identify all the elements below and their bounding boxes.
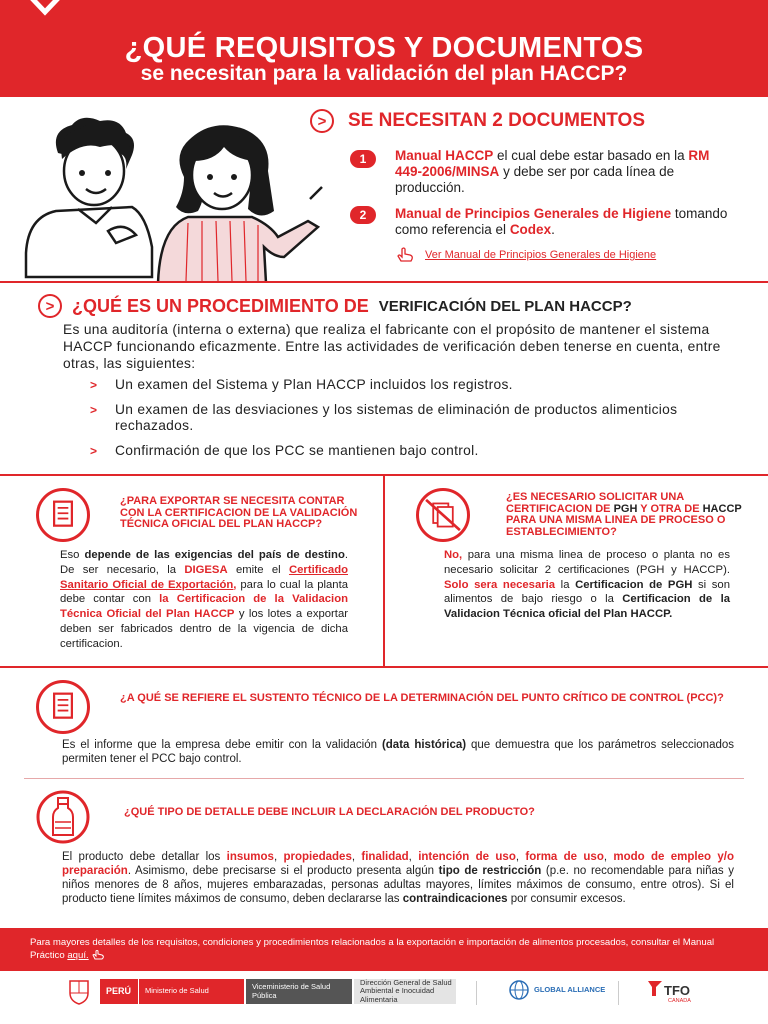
pcc-section: [0, 668, 768, 778]
verification-list: [90, 377, 730, 468]
pcc-answer: Es el informe que la empresa debe emitir con la validación (data histórica) que demuestra que los parámetros seleccionados permiten tener el PCC bajo control.: [62, 739, 735, 765]
product-section: [0, 780, 768, 928]
footer-banner: [0, 928, 768, 971]
viceministerio-label: Viceministerio de Salud Pública: [246, 979, 352, 1004]
chevron-right-icon: >: [310, 109, 334, 133]
chevron-bullet-icon: >: [90, 444, 98, 458]
chevron-right-icon: >: [38, 294, 62, 318]
header-banner: [0, 0, 768, 97]
documents-section: [0, 97, 768, 282]
direccion-label: Dirección General de Salud Ambiental e Inocuidad Alimentaria: [354, 979, 456, 1004]
tfo-label: TFO: [664, 983, 690, 998]
ministerio-label: Ministerio de Salud: [138, 979, 244, 1004]
number-badge-2: 2: [350, 206, 376, 224]
checklist-icon: [36, 680, 90, 734]
verification-paragraph: Es una auditoría (interna o externa) que realiza el fabricante con el propósito de mantener el sistema HACCP funcionando eficazmente. Entre las actividades de verificación deben tenerse en cuenta, entre otras, las siguientes:: [63, 322, 721, 371]
page-title: ¿QUÉ REQUISITOS Y DOCUMENTOS: [124, 32, 644, 64]
tfo-canada-label: CANADA: [668, 998, 691, 1004]
documents-heading: [310, 109, 645, 133]
footer-text: Para mayores detalles de los requisitos, condiciones y procedimientos relacionados a la exportación e importación de alimentos procesados, consultar el Manual Práctico aquí.: [30, 937, 715, 961]
pgh-haccp-question: ¿ES NECESARIO SOLICITAR UNA CERTIFICACION DE PGH Y OTRA DE HACCP PARA UNA MISMA LINEA DE PROCESO O ESTABLECIMIENTO?: [506, 491, 742, 538]
chevron-bullet-icon: >: [90, 378, 98, 392]
peru-coat-of-arms-icon: [68, 979, 90, 1005]
number-badge-1: 1: [350, 150, 376, 168]
pgh-haccp-answer: No, para una misma linea de proceso o planta no es necesario solicitar 2 certificaciones (PGH y HACCP). Solo sera necesaria la Certificacion de PGH si son alimentos de bajo riesgo o la Certificacion de la Validacion Técnica oficial del Plan HACCP.: [444, 549, 730, 621]
document-item-1: Manual HACCP el cual debe estar basado en la RM 449-2006/MINSA y debe ser por cada línea de producción.: [395, 148, 710, 195]
verification-section: [0, 285, 768, 465]
product-answer: El producto debe detallar los insumos, propiedades, finalidad, intención de uso, forma de uso, modo de empleo y/o preparación. Asimismo, debe precisarse si el producto presenta algún tipo de restricción (p.e. no recomendable para niñas y niños menores de 8 años, mujeres embarazadas, personas adultas mayores, límites máximos de consumo, entre otros). Si el producto tiene límites máximos de consumo, deben declararse las contraindicaciones por consumir excesos.: [62, 851, 734, 905]
logo-separator: [476, 981, 477, 1005]
pcc-question: ¿A QUÉ SE REFIERE EL SUSTENTO TÉCNICO DE LA DETERMINACIÓN DEL PUNTO CRÍTICO DE CONTROL (PCC)?: [120, 692, 724, 704]
divider: [0, 281, 768, 283]
product-question: ¿QUÉ TIPO DE DETALLE DEBE INCLUIR LA DECLARACIÓN DEL PRODUCTO?: [124, 806, 535, 818]
no-documents-icon: [416, 488, 470, 542]
checklist-icon: [36, 488, 90, 542]
export-question: ¿PARA EXPORTAR SE NECESITA CONTAR CON LA CERTIFICACION DE LA VALIDACIÓN TÉCNICA OFICIAL DEL PLAN HACCP?: [120, 495, 358, 530]
tfo-flag-icon: [646, 979, 664, 997]
box-divider: [383, 474, 385, 668]
hand-pointer-icon: [91, 950, 107, 960]
document-item-2: Manual de Principios Generales de Higiene tomando como referencia el Codex.: [395, 206, 728, 237]
global-alliance-label: GLOBAL ALLIANCE: [534, 985, 606, 994]
manual-practico-link[interactable]: aquí.: [67, 949, 89, 961]
list-item: > Confirmación de que los PCC se mantienen bajo control.: [90, 443, 479, 458]
logos-bar: [0, 971, 768, 1024]
verification-heading: > ¿QUÉ ES UN PROCEDIMIENTO DE VERIFICACIÓN DEL PLAN HACCP?: [38, 294, 632, 318]
people-illustration-icon: [18, 113, 338, 283]
manual-link[interactable]: Ver Manual de Principios Generales de Higiene: [395, 247, 656, 263]
chevron-logo-icon: [20, 0, 70, 18]
export-answer: Eso depende de las exigencias del país de destino. De ser necesario, la DIGESA emite el Certificado Sanitario Oficial de Exportación, para lo cual la planta debe contar con la Certificacion de la Validacion Técnica Oficial del Plan HACCP y los lotes a exportar deben ser fabricados dentro de la vigencia de dicha certificacion.: [60, 549, 348, 650]
logo-separator: [618, 981, 619, 1005]
chevron-bullet-icon: >: [90, 403, 98, 417]
hand-pointer-icon: [395, 247, 417, 263]
peru-label: PERÚ: [100, 979, 138, 1004]
list-item: > Un examen del Sistema y Plan HACCP incluidos los registros.: [90, 377, 513, 392]
bottle-icon: [36, 790, 90, 844]
globe-icon: [508, 979, 530, 1001]
divider: [24, 778, 744, 779]
documents-title: SE NECESITAN 2 DOCUMENTOS: [348, 110, 646, 131]
list-item: > Un examen de las desviaciones y los sistemas de eliminación de productos alimenticios rechazados.: [90, 402, 678, 433]
page-subtitle: se necesitan para la validación del plan HACCP?: [140, 62, 628, 85]
